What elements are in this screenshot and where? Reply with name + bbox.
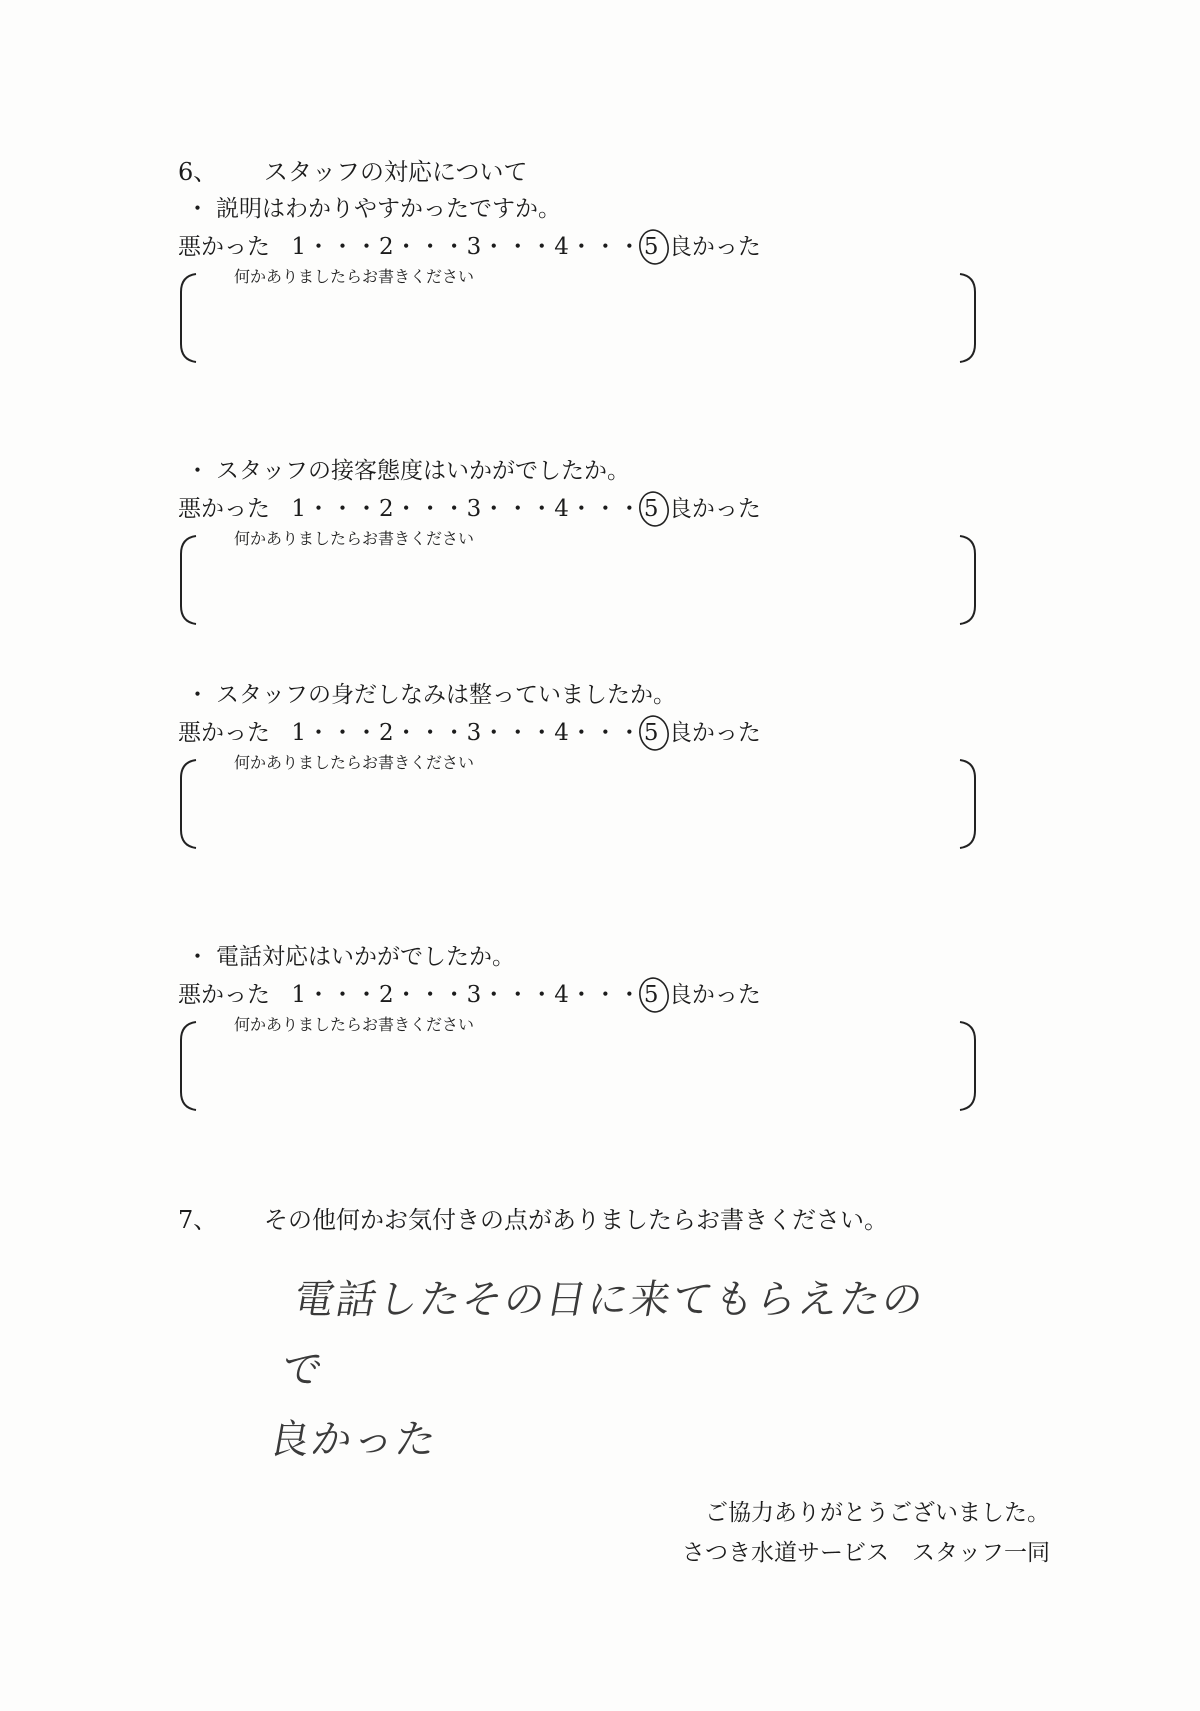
comment-field[interactable] <box>178 526 978 626</box>
rating-scale <box>178 490 761 523</box>
scale-numbers <box>291 976 661 1009</box>
scale-good-label: 良かった <box>668 496 761 522</box>
rating-2[interactable]: 2 <box>378 496 395 522</box>
rating-scale <box>178 976 761 1009</box>
question-label: 説明はわかりやすかったですか。 <box>216 196 561 222</box>
bullet: ・ <box>186 458 209 484</box>
rating-sep: ・・・ <box>306 234 379 260</box>
scale-bad-label: 悪かった <box>178 234 270 260</box>
comment-field[interactable] <box>178 1012 978 1112</box>
rating-2[interactable]: 2 <box>378 234 395 260</box>
rating-5: 5 <box>643 982 660 1008</box>
comment-prompt: 何かありましたらお書きください <box>234 267 475 286</box>
section-6-heading <box>178 152 528 187</box>
rating-sep: ・・・ <box>569 234 642 260</box>
comment-prompt: 何かありましたらお書きください <box>234 1015 475 1034</box>
scale-good-label: 良かった <box>668 720 761 746</box>
section-7-heading <box>178 1200 888 1235</box>
left-bracket-icon <box>178 1020 200 1112</box>
rating-3[interactable]: 3 <box>466 496 483 522</box>
rating-3[interactable]: 3 <box>466 982 483 1008</box>
rating-sep: ・・・ <box>482 234 555 260</box>
question-text <box>186 452 630 485</box>
section-6-title: スタッフの対応について <box>264 158 528 186</box>
rating-2[interactable]: 2 <box>378 720 395 746</box>
scale-good-label: 良かった <box>668 982 761 1008</box>
question-label: スタッフの身だしなみは整っていましたか。 <box>216 682 676 708</box>
rating-sep: ・・・ <box>394 982 467 1008</box>
bullet: ・ <box>186 682 209 708</box>
scale-numbers <box>291 490 661 523</box>
right-bracket-icon <box>956 758 978 850</box>
rating-5-selected[interactable] <box>644 720 660 746</box>
rating-sep: ・・・ <box>306 496 379 522</box>
right-bracket-icon <box>956 1020 978 1112</box>
scale-numbers <box>291 228 661 261</box>
rating-4[interactable]: 4 <box>554 982 570 1008</box>
question-explanation <box>178 190 998 430</box>
scale-bad-label: 悪かった <box>178 982 270 1008</box>
rating-2[interactable]: 2 <box>378 982 395 1008</box>
rating-sep: ・・・ <box>482 720 555 746</box>
rating-5: 5 <box>643 496 660 522</box>
rating-5: 5 <box>643 234 660 260</box>
comment-field[interactable] <box>178 264 978 364</box>
rating-1[interactable]: 1 <box>291 234 307 260</box>
rating-sep: ・・・ <box>482 496 555 522</box>
question-label: スタッフの接客態度はいかがでしたか。 <box>216 458 630 484</box>
comment-prompt: 何かありましたらお書きください <box>234 529 475 548</box>
scale-bad-label: 悪かった <box>178 496 270 522</box>
scale-good-label: 良かった <box>668 234 761 260</box>
bullet: ・ <box>186 944 209 970</box>
question-appearance <box>178 676 998 916</box>
rating-5-selected[interactable] <box>644 234 660 260</box>
question-phone <box>178 938 998 1178</box>
handwritten-answer[interactable] <box>263 1265 940 1475</box>
rating-scale <box>178 714 761 747</box>
bullet: ・ <box>186 196 209 222</box>
rating-sep: ・・・ <box>569 982 642 1008</box>
thanks-text: ご協力ありがとうございました。 <box>705 1500 1050 1526</box>
rating-scale <box>178 228 761 261</box>
section-6-number: 6、 <box>178 158 218 186</box>
left-bracket-icon <box>178 758 200 850</box>
signature-text: さつき水道サービス スタッフ一同 <box>682 1540 1050 1566</box>
question-attitude <box>178 452 998 692</box>
left-bracket-icon <box>178 272 200 364</box>
rating-4[interactable]: 4 <box>554 234 570 260</box>
handwritten-line-1: 電話したその日に来てもらえたので <box>277 1277 929 1393</box>
rating-4[interactable]: 4 <box>554 720 570 746</box>
rating-sep: ・・・ <box>394 720 467 746</box>
rating-3[interactable]: 3 <box>466 720 483 746</box>
rating-3[interactable]: 3 <box>466 234 483 260</box>
rating-4[interactable]: 4 <box>554 496 570 522</box>
scale-numbers <box>291 714 661 747</box>
rating-5-selected[interactable] <box>644 496 660 522</box>
right-bracket-icon <box>956 534 978 626</box>
rating-1[interactable]: 1 <box>291 982 307 1008</box>
question-text <box>186 938 515 971</box>
rating-5-selected[interactable] <box>644 982 660 1008</box>
left-bracket-icon <box>178 534 200 626</box>
comment-field[interactable] <box>178 750 978 850</box>
section-7-number: 7、 <box>178 1206 218 1234</box>
rating-5: 5 <box>643 720 660 746</box>
rating-sep: ・・・ <box>306 982 379 1008</box>
rating-sep: ・・・ <box>569 496 642 522</box>
handwritten-line-2: 良かった <box>265 1417 442 1463</box>
right-bracket-icon <box>956 272 978 364</box>
rating-sep: ・・・ <box>569 720 642 746</box>
question-text <box>186 676 676 709</box>
rating-sep: ・・・ <box>394 234 467 260</box>
rating-sep: ・・・ <box>306 720 379 746</box>
question-text <box>186 190 561 223</box>
rating-1[interactable]: 1 <box>291 720 307 746</box>
footer <box>682 1493 1050 1573</box>
rating-sep: ・・・ <box>482 982 555 1008</box>
question-label: 電話対応はいかがでしたか。 <box>216 944 515 970</box>
rating-1[interactable]: 1 <box>291 496 307 522</box>
rating-sep: ・・・ <box>394 496 467 522</box>
scale-bad-label: 悪かった <box>178 720 270 746</box>
section-7-title: その他何かお気付きの点がありましたらお書きください。 <box>264 1206 888 1234</box>
comment-prompt: 何かありましたらお書きください <box>234 753 475 772</box>
